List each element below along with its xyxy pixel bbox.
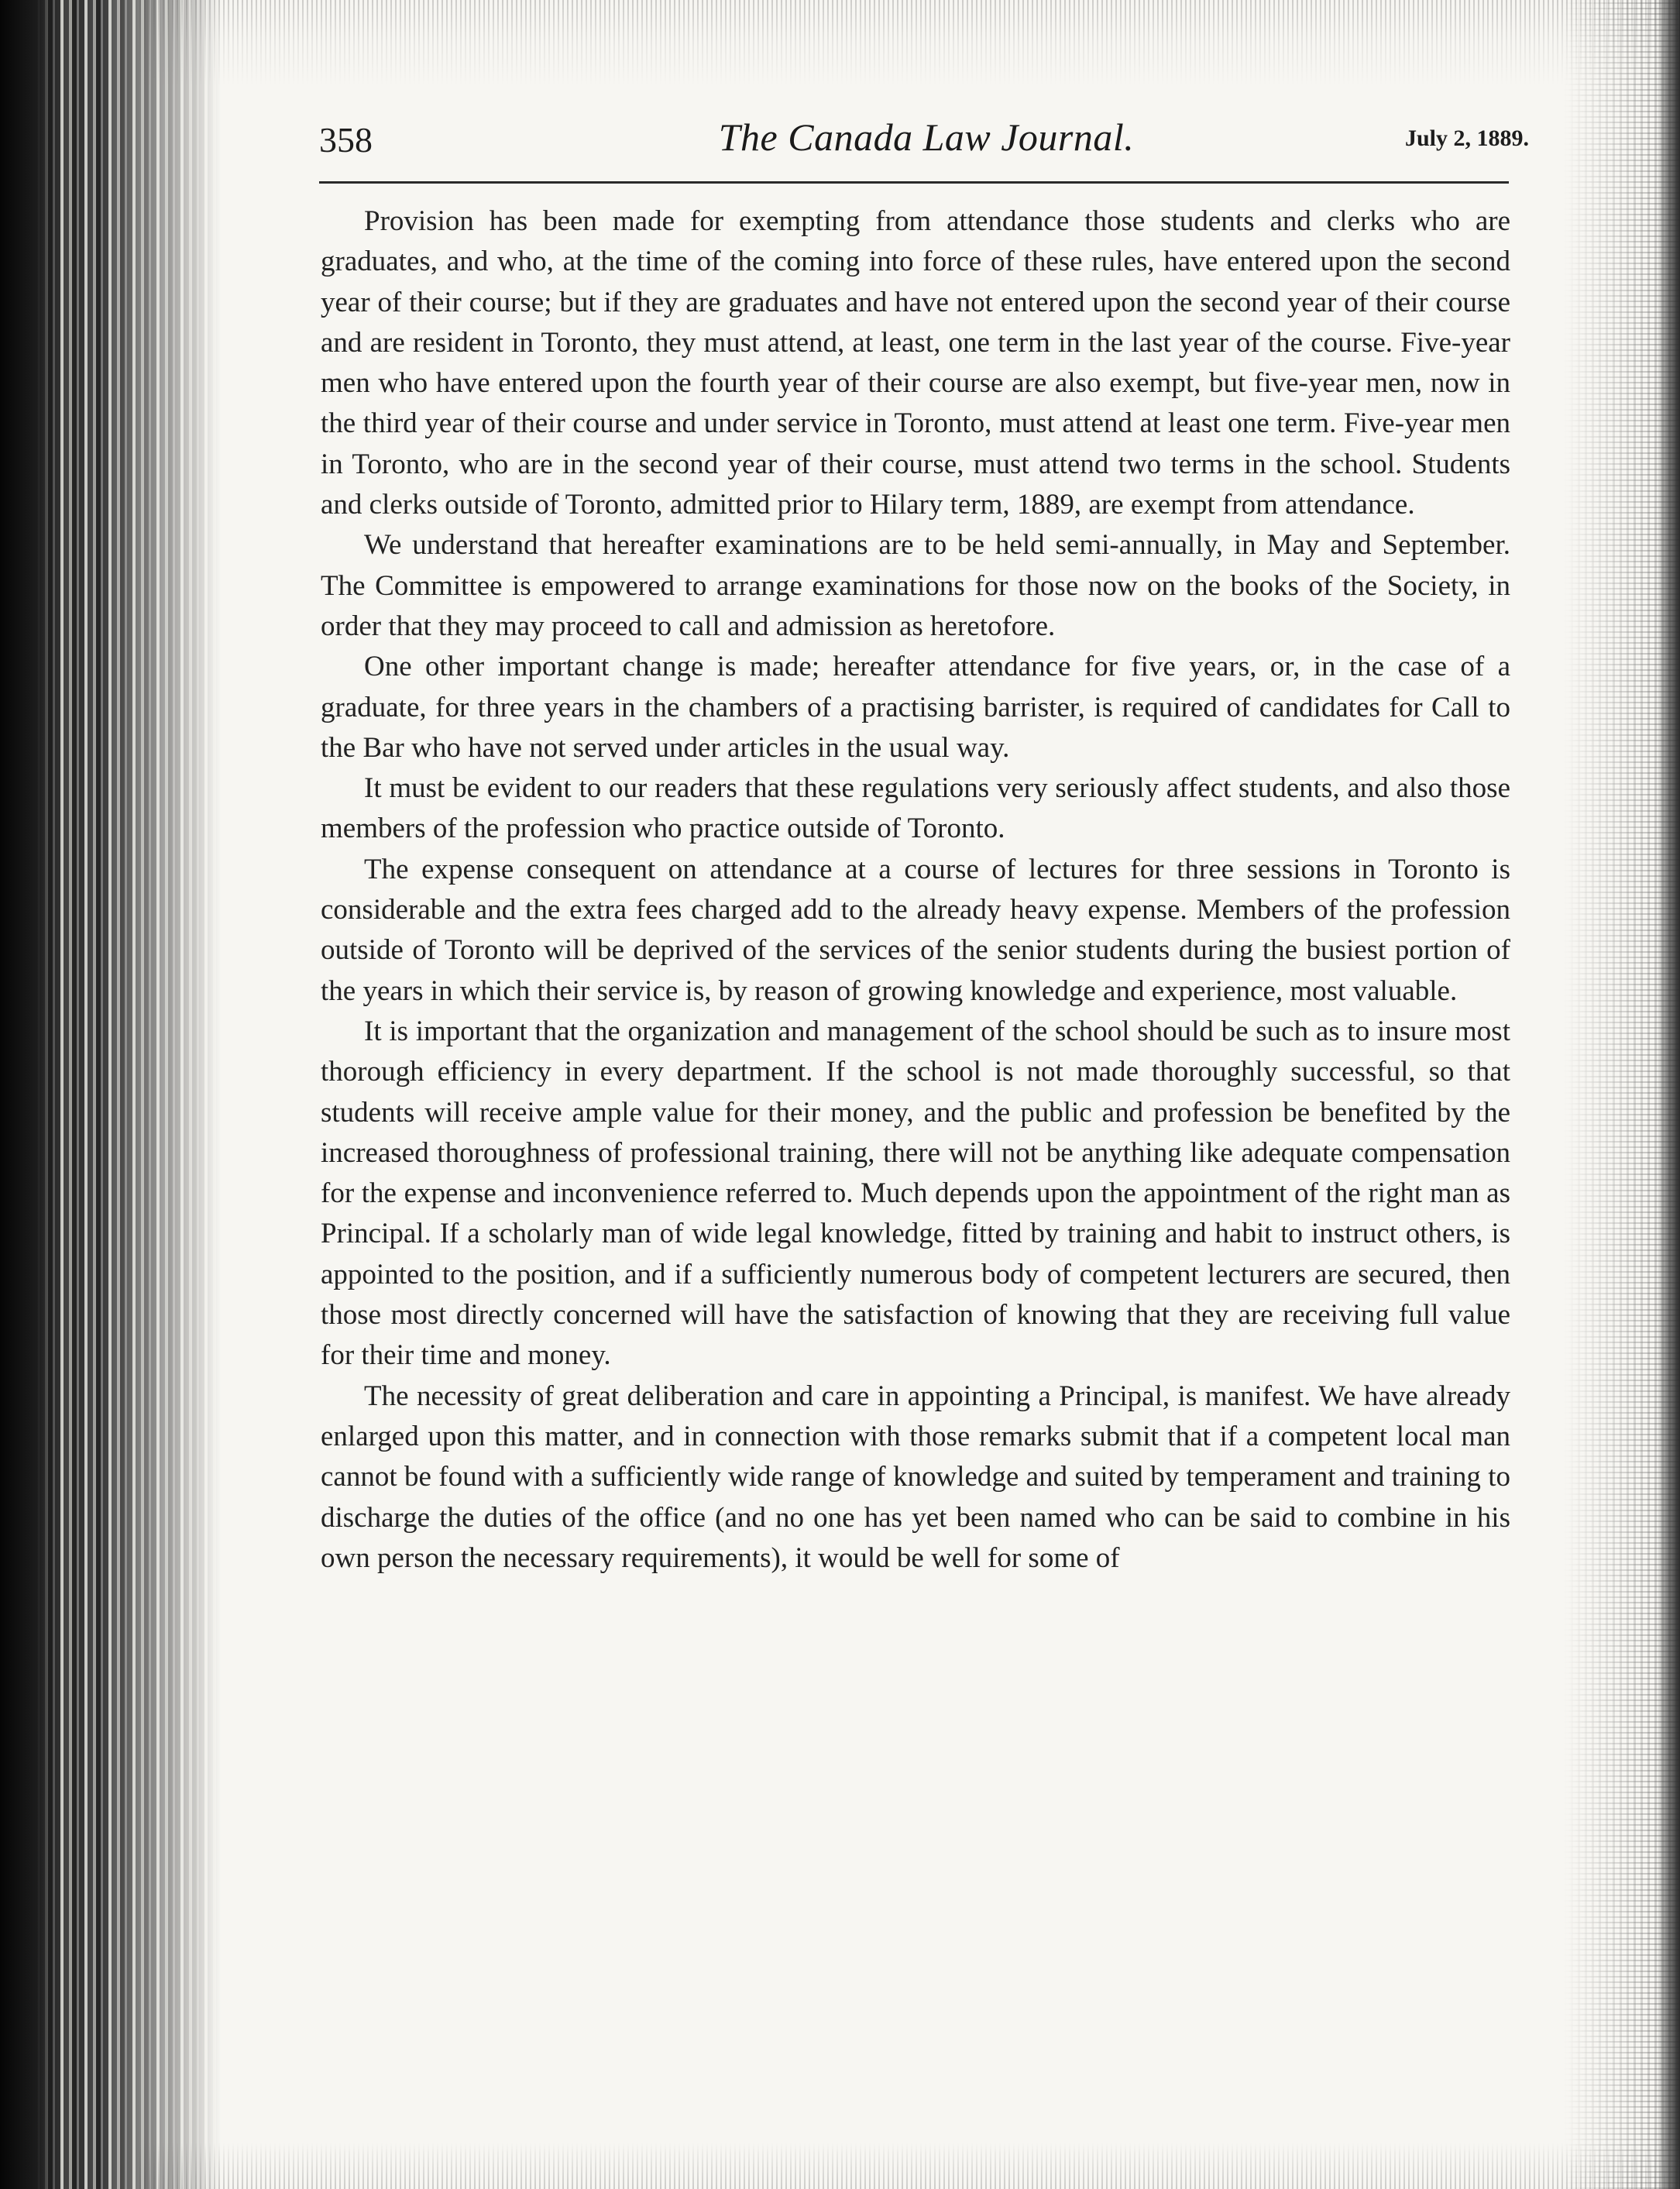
header-rule <box>319 181 1509 184</box>
bottom-scan-noise <box>139 2143 1680 2189</box>
right-page-edge <box>1657 0 1680 2189</box>
top-scan-noise <box>139 0 1680 85</box>
paragraph-organization: It is important that the organization and management of the school should be such as to insure most thorough efficiency in every department. If the school is not made thoroughly successful, so that students will receive ample value for their money, and the public and profession be benefited by the increased thoroughness of professional training, there will not be anything like adequate compensation for the expense and inconvenience referred to. Much depends upon the appointment of the right man as Principal. If a scholarly man of wide legal knowledge, fitted by training and habit to instruct others, is appointed to the position, and if a sufficiently numerous body of competent lecturers are secured, then those most directly concerned will have the satisfaction of knowing that they are receiving full value for their time and money. <box>321 1015 1510 1372</box>
issue-date: July 2, 1889. <box>1404 125 1529 151</box>
paragraph-regulations-effect: It must be evident to our readers that these regulations very seriously affect students, and also those members of the profession who practice outside of Toronto. <box>321 772 1510 845</box>
page-number: 358 <box>319 120 373 160</box>
paragraph-expense: The expense consequent on attendance at a course of lectures for three sessions in Toronto is considerable and the extra fees charged add to the already heavy expense. Members of the profession outside of Toronto will be deprived of the services of the senior students during the busiest portion of the years in which their service is, by reason of growing knowledge and experience, most valuable. <box>321 853 1510 1007</box>
paragraph-principal: The necessity of great deliberation and care in appointing a Principal, is manifest. We have already enlarged upon this matter, and in connection with those remarks submit that if a competent local man cannot be found with a sufficiently wide range of knowledge and suited by temperament and training to discharge the duties of the office (and no one has yet been named who can be said to combine in his own person the necessary requirements), it would be well for some of <box>321 1380 1510 1574</box>
paragraph-chambers-attendance: One other important change is made; hereafter attendance for five years, or, in the case of a graduate, for three years in the chambers of a practising barrister, is required of candidates for Call to the Bar who have not served under articles in the usual way. <box>321 651 1510 764</box>
paragraph-exemptions: Provision has been made for exempting from attendance those students and clerks who are graduates, and who, at the time of the coming into force of these rules, have entered upon the second year of their course; but if they are graduates and have not entered upon the second year of their course and are resident in Toronto, they must attend, at least, one term in the last year of the course. Five-year men who have entered upon the fourth year of their course are also exempt, but five-year men, now in the third year of their course and under service in Toronto, must attend at least one term. Five-year men in Toronto, who are in the second year of their course, must attend two terms in the school. Students and clerks outside of Toronto, admitted prior to Hilary term, 1889, are exempt from attendance. <box>321 205 1510 521</box>
running-head <box>319 115 1534 177</box>
article-body <box>321 201 1510 1579</box>
binding-gutter <box>0 0 62 2189</box>
paragraph-examinations: We understand that hereafter examinations are to be held semi-annually, in May and September. The Committee is empowered to arrange examinations for those now on the books of the Society, in order that they may proceed to call and admission as heretofore. <box>321 529 1510 642</box>
journal-title: The Canada Law Journal. <box>718 115 1135 159</box>
